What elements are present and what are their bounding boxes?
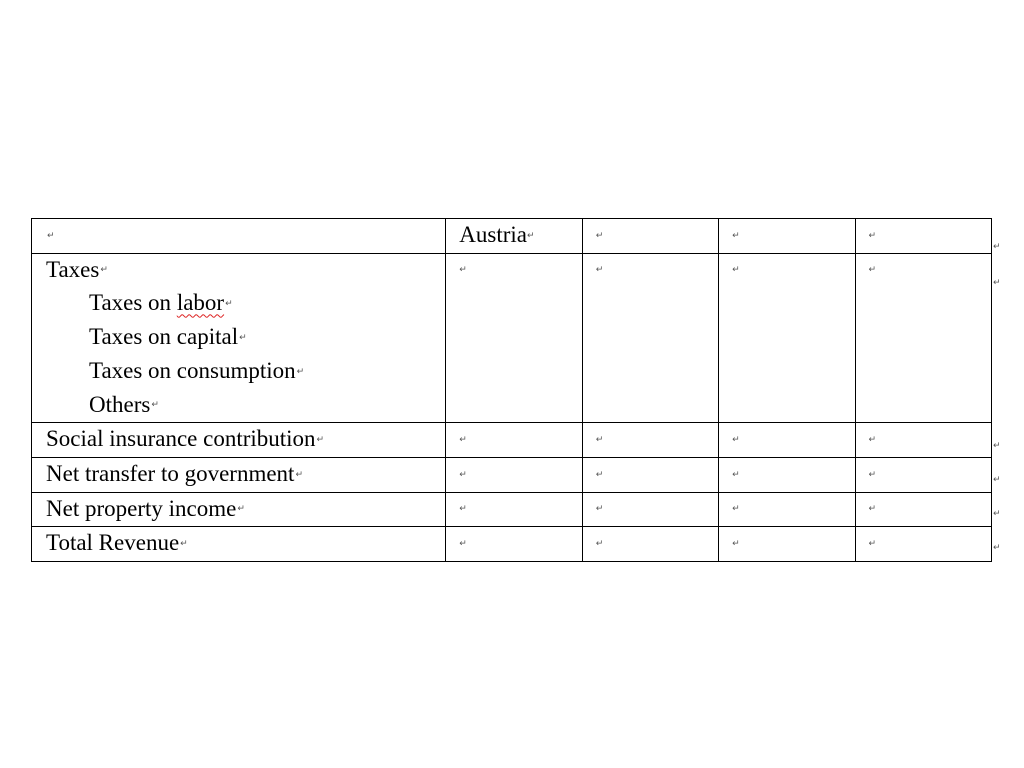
table-row [32,527,992,562]
taxes-title: Taxes↵ [46,256,108,282]
paragraph-mark-icon: ↵ [459,539,467,550]
header-empty-cell[interactable] [719,219,855,254]
data-cell[interactable] [446,492,582,527]
paragraph-mark-icon: ↵ [151,400,159,411]
paragraph-mark-icon: ↵ [459,265,467,276]
data-cell[interactable] [855,458,991,493]
header-country-cell[interactable] [446,219,582,254]
paragraph-mark-icon: ↵ [316,435,325,446]
row-end-mark-icon: ↵ [993,509,1001,519]
taxes-label-cell[interactable] [32,253,446,423]
data-cell[interactable] [446,527,582,562]
header-label-cell[interactable] [32,219,446,254]
row-label: Social insurance contribution [46,426,316,452]
row-label-cell[interactable] [32,527,446,562]
paragraph-mark-icon: ↵ [732,230,740,241]
paragraph-mark-icon: ↵ [595,435,604,446]
paragraph-mark-icon: ↵ [237,504,245,515]
data-cell[interactable] [719,492,855,527]
row-end-mark-icon: ↵ [993,278,1001,288]
row-label: Total Revenue [46,530,180,556]
paragraph-mark-icon: ↵ [595,230,604,241]
row-end-mark-icon: ↵ [993,441,1001,451]
data-cell[interactable] [719,527,855,562]
paragraph-mark-icon: ↵ [595,469,604,480]
row-label: Net property income [46,495,237,521]
taxes-sub-item: Taxes on consumption↵ [89,357,305,383]
row-end-mark-icon: ↵ [993,475,1001,485]
data-cell[interactable] [855,527,991,562]
data-cell[interactable] [446,458,582,493]
paragraph-mark-icon: ↵ [527,230,535,241]
data-cell[interactable] [855,253,991,423]
paragraph-mark-icon: ↵ [180,539,188,550]
paragraph-mark-icon: ↵ [868,230,877,241]
paragraph-mark-icon: ↵ [732,435,740,446]
paragraph-mark-icon: ↵ [225,299,233,310]
table-row [32,423,992,458]
data-cell[interactable] [855,423,991,458]
paragraph-mark-icon: ↵ [595,539,604,550]
row-end-mark-icon: ↵ [993,242,1001,252]
paragraph-mark-icon: ↵ [459,469,467,480]
paragraph-mark-icon: ↵ [239,332,247,343]
row-label-cell[interactable] [32,423,446,458]
table-row-taxes [32,253,992,423]
table-header-row [32,219,992,254]
data-cell[interactable] [446,253,582,423]
paragraph-mark-icon: ↵ [868,435,877,446]
paragraph-mark-icon: ↵ [459,435,467,446]
paragraph-mark-icon: ↵ [459,504,467,515]
row-label-cell[interactable] [32,458,446,493]
paragraph-mark-icon: ↵ [295,469,303,480]
row-label-cell[interactable] [32,492,446,527]
paragraph-mark-icon: ↵ [732,469,740,480]
paragraph-mark-icon: ↵ [868,504,877,515]
paragraph-mark-icon: ↵ [296,366,305,377]
paragraph-mark-icon: ↵ [595,265,604,276]
data-cell[interactable] [582,423,718,458]
data-cell[interactable] [582,458,718,493]
revenue-table [31,218,992,562]
paragraph-mark-icon: ↵ [868,539,877,550]
paragraph-mark-icon: ↵ [868,265,877,276]
row-end-mark-icon: ↵ [993,543,1001,553]
taxes-sub-item: Taxes on capital↵ [89,324,247,350]
paragraph-mark-icon: ↵ [868,469,877,480]
paragraph-mark-icon: ↵ [100,265,108,276]
paragraph-mark-icon: ↵ [732,539,740,550]
taxes-sub-item: Taxes on labor↵ [89,290,233,316]
data-cell[interactable] [719,423,855,458]
table-row [32,458,992,493]
data-cell[interactable] [446,423,582,458]
country-label: Austria [459,222,527,247]
paragraph-mark-icon: ↵ [732,265,740,276]
header-empty-cell[interactable] [855,219,991,254]
paragraph-mark-icon: ↵ [47,230,55,241]
taxes-sub-item: Others↵ [89,391,159,417]
row-label: Net transfer to government [46,461,295,487]
data-cell[interactable] [582,492,718,527]
data-cell[interactable] [719,458,855,493]
table-row [32,492,992,527]
spellcheck-word: labor [176,290,225,316]
data-cell[interactable] [582,253,718,423]
data-cell[interactable] [855,492,991,527]
paragraph-mark-icon: ↵ [732,504,740,515]
header-empty-cell[interactable] [582,219,718,254]
paragraph-mark-icon: ↵ [595,504,604,515]
data-cell[interactable] [719,253,855,423]
data-cell[interactable] [582,527,718,562]
